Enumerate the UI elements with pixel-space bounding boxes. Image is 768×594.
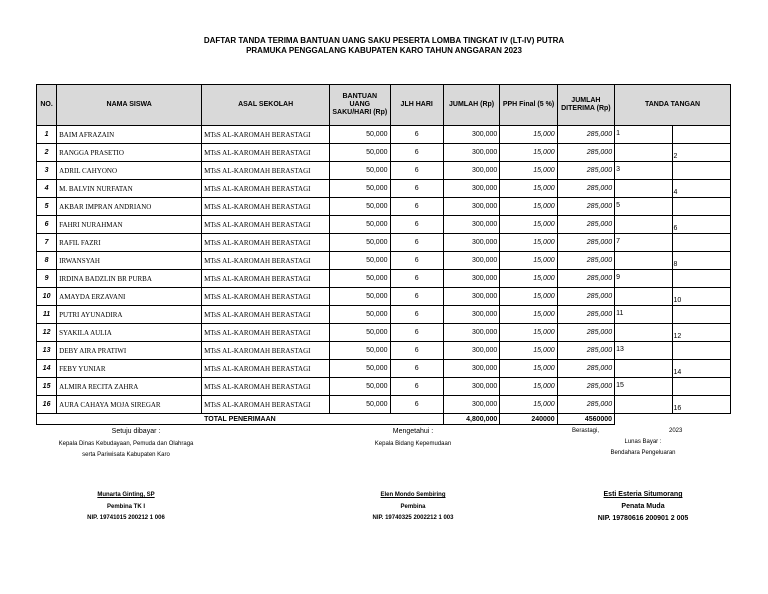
signature-cell-right bbox=[672, 198, 731, 216]
tax-amount: 15,000 bbox=[500, 144, 557, 162]
signature-cell-left bbox=[615, 198, 672, 216]
daily-allowance: 50,000 bbox=[330, 270, 390, 288]
row-number: 3 bbox=[37, 162, 57, 180]
tax-amount: 15,000 bbox=[500, 270, 557, 288]
row-number: 14 bbox=[37, 360, 57, 378]
table-header-row bbox=[37, 85, 731, 126]
amount: 300,000 bbox=[443, 270, 499, 288]
signature-number: 3 bbox=[616, 166, 620, 173]
amount: 300,000 bbox=[443, 234, 499, 252]
header-tanda-tangan: TANDA TANGAN bbox=[615, 85, 731, 126]
tax-amount: 15,000 bbox=[500, 396, 557, 414]
year-label: 2023 bbox=[669, 428, 683, 434]
tax-amount: 15,000 bbox=[500, 180, 557, 198]
table-row bbox=[37, 216, 731, 234]
tax-amount: 15,000 bbox=[500, 216, 557, 234]
signature-number: 12 bbox=[673, 333, 682, 340]
signature-cell-left bbox=[615, 216, 672, 234]
student-name: AURA CAHAYA MOJA SIREGAR bbox=[57, 396, 202, 414]
signature-number: 5 bbox=[616, 202, 620, 209]
signature-cell-right bbox=[672, 324, 731, 342]
school-name: MTsS AL-KAROMAH BERASTAGI bbox=[202, 180, 330, 198]
student-name: PUTRI AYUNADIRA bbox=[57, 306, 202, 324]
total-diterima: 4560000 bbox=[557, 414, 614, 425]
student-name: ADRIL CAHYONO bbox=[57, 162, 202, 180]
table-row bbox=[37, 144, 731, 162]
student-name: IRDINA BADZLIN BR PURBA bbox=[57, 270, 202, 288]
signature-cell-right bbox=[672, 270, 731, 288]
signature-cell-left bbox=[615, 342, 672, 360]
day-count: 6 bbox=[390, 306, 443, 324]
tax-amount: 15,000 bbox=[500, 360, 557, 378]
signature-cell-left bbox=[615, 234, 672, 252]
table-row bbox=[37, 198, 731, 216]
table-row bbox=[37, 288, 731, 306]
tax-amount: 15,000 bbox=[500, 162, 557, 180]
header-jumlah: JUMLAH (Rp) bbox=[443, 85, 499, 126]
table-row bbox=[37, 180, 731, 198]
school-name: MTsS AL-KAROMAH BERASTAGI bbox=[202, 306, 330, 324]
acknowledge-heading: Mengetahui : bbox=[392, 428, 434, 435]
daily-allowance: 50,000 bbox=[330, 180, 390, 198]
treasurer-rank: Penata Muda bbox=[621, 503, 665, 510]
total-empty bbox=[672, 414, 731, 425]
daily-allowance: 50,000 bbox=[330, 126, 390, 144]
student-name: BAIM AFRAZAIN bbox=[57, 126, 202, 144]
day-count: 6 bbox=[390, 252, 443, 270]
header-jlh-hari: JLH HARI bbox=[390, 85, 443, 126]
day-count: 6 bbox=[390, 324, 443, 342]
received-amount: 285,000 bbox=[557, 324, 614, 342]
school-name: MTsS AL-KAROMAH BERASTAGI bbox=[202, 270, 330, 288]
table-row bbox=[37, 270, 731, 288]
table-row bbox=[37, 234, 731, 252]
amount: 300,000 bbox=[443, 126, 499, 144]
tax-amount: 15,000 bbox=[500, 324, 557, 342]
signature-cell-right bbox=[672, 306, 731, 324]
row-number: 2 bbox=[37, 144, 57, 162]
row-number: 12 bbox=[37, 324, 57, 342]
school-name: MTsS AL-KAROMAH BERASTAGI bbox=[202, 378, 330, 396]
amount: 300,000 bbox=[443, 288, 499, 306]
received-amount: 285,000 bbox=[557, 216, 614, 234]
row-number: 7 bbox=[37, 234, 57, 252]
receipt-table bbox=[36, 84, 731, 425]
day-count: 6 bbox=[390, 198, 443, 216]
signature-cell-left bbox=[615, 180, 672, 198]
daily-allowance: 50,000 bbox=[330, 288, 390, 306]
place-label: Berastagi, bbox=[572, 428, 600, 434]
amount: 300,000 bbox=[443, 252, 499, 270]
daily-allowance: 50,000 bbox=[330, 306, 390, 324]
signature-number: 1 bbox=[616, 130, 620, 137]
tax-amount: 15,000 bbox=[500, 252, 557, 270]
received-amount: 285,000 bbox=[557, 126, 614, 144]
received-amount: 285,000 bbox=[557, 396, 614, 414]
day-count: 6 bbox=[390, 126, 443, 144]
school-name: MTsS AL-KAROMAH BERASTAGI bbox=[202, 234, 330, 252]
student-name: DEBY AIRA PRATIWI bbox=[57, 342, 202, 360]
paid-label: Lunas Bayar : bbox=[624, 439, 662, 445]
signature-cell-left bbox=[615, 324, 672, 342]
signature-number: 9 bbox=[616, 274, 620, 281]
signature-cell-right bbox=[672, 252, 731, 270]
student-name: SYAKILA AULIA bbox=[57, 324, 202, 342]
signature-number: 7 bbox=[616, 238, 620, 245]
table-row bbox=[37, 396, 731, 414]
acknowledge-signer-name: Elen Mondo Sembiring bbox=[380, 492, 446, 498]
total-pph: 240000 bbox=[500, 414, 557, 425]
daily-allowance: 50,000 bbox=[330, 360, 390, 378]
signature-cell-right bbox=[672, 180, 731, 198]
table-row bbox=[37, 252, 731, 270]
tax-amount: 15,000 bbox=[500, 378, 557, 396]
signature-cell-right bbox=[672, 162, 731, 180]
row-number: 4 bbox=[37, 180, 57, 198]
day-count: 6 bbox=[390, 378, 443, 396]
student-name: AMAYDA ERZAVANI bbox=[57, 288, 202, 306]
received-amount: 285,000 bbox=[557, 162, 614, 180]
amount: 300,000 bbox=[443, 324, 499, 342]
tax-amount: 15,000 bbox=[500, 306, 557, 324]
signature-cell-right bbox=[672, 216, 731, 234]
tax-amount: 15,000 bbox=[500, 288, 557, 306]
row-number: 11 bbox=[37, 306, 57, 324]
signature-cell-right bbox=[672, 360, 731, 378]
tax-amount: 15,000 bbox=[500, 198, 557, 216]
daily-allowance: 50,000 bbox=[330, 378, 390, 396]
student-name: FEBY YUNIAR bbox=[57, 360, 202, 378]
signature-cell-left bbox=[615, 252, 672, 270]
amount: 300,000 bbox=[443, 342, 499, 360]
signature-cell-left bbox=[615, 126, 672, 144]
signature-cell-left bbox=[615, 378, 672, 396]
day-count: 6 bbox=[390, 396, 443, 414]
student-name: RANGGA PRASETIO bbox=[57, 144, 202, 162]
acknowledge-signer-rank: Pembina bbox=[400, 504, 426, 510]
signature-cell-right bbox=[672, 396, 731, 414]
table-row bbox=[37, 306, 731, 324]
signature-cell-left bbox=[615, 270, 672, 288]
student-name: ALMIRA RECITA ZAHRA bbox=[57, 378, 202, 396]
school-name: MTsS AL-KAROMAH BERASTAGI bbox=[202, 162, 330, 180]
signature-cell-right bbox=[672, 126, 731, 144]
signature-cell-left bbox=[615, 360, 672, 378]
amount: 300,000 bbox=[443, 306, 499, 324]
daily-allowance: 50,000 bbox=[330, 342, 390, 360]
signature-cell-right bbox=[672, 342, 731, 360]
document-title-line-1: DAFTAR TANDA TERIMA BANTUAN UANG SAKU PESERTA LOMBA TINGKAT IV (LT-IV) PUTRA bbox=[203, 36, 565, 45]
row-number: 16 bbox=[37, 396, 57, 414]
tax-amount: 15,000 bbox=[500, 126, 557, 144]
received-amount: 285,000 bbox=[557, 198, 614, 216]
signature-cell-right bbox=[672, 288, 731, 306]
header-pph: PPH Final (5 %) bbox=[500, 85, 557, 126]
row-number: 5 bbox=[37, 198, 57, 216]
daily-allowance: 50,000 bbox=[330, 162, 390, 180]
approval-signer-nip: NIP. 19741015 200212 1 006 bbox=[87, 515, 165, 521]
amount: 300,000 bbox=[443, 198, 499, 216]
amount: 300,000 bbox=[443, 396, 499, 414]
total-row bbox=[37, 414, 731, 425]
signature-cell-right bbox=[672, 234, 731, 252]
table-row bbox=[37, 126, 731, 144]
approval-office-line-2: serta Pariwisata Kabupaten Karo bbox=[82, 452, 170, 458]
table-row bbox=[37, 324, 731, 342]
total-label: TOTAL PENERIMAAN bbox=[37, 414, 444, 425]
approval-signer-name: Munarta Ginting, SP bbox=[97, 492, 155, 498]
row-number: 10 bbox=[37, 288, 57, 306]
row-number: 9 bbox=[37, 270, 57, 288]
student-name: IRWANSYAH bbox=[57, 252, 202, 270]
day-count: 6 bbox=[390, 288, 443, 306]
table-row bbox=[37, 162, 731, 180]
signature-number: 16 bbox=[673, 405, 682, 412]
row-number: 8 bbox=[37, 252, 57, 270]
received-amount: 285,000 bbox=[557, 180, 614, 198]
signature-number: 4 bbox=[673, 189, 678, 196]
received-amount: 285,000 bbox=[557, 234, 614, 252]
daily-allowance: 50,000 bbox=[330, 234, 390, 252]
student-name: AKBAR IMPRAN ANDRIANO bbox=[57, 198, 202, 216]
signature-number: 10 bbox=[673, 297, 682, 304]
signature-number: 8 bbox=[673, 261, 678, 268]
header-nama-siswa: NAMA SISWA bbox=[57, 85, 202, 126]
daily-allowance: 50,000 bbox=[330, 144, 390, 162]
received-amount: 285,000 bbox=[557, 360, 614, 378]
daily-allowance: 50,000 bbox=[330, 252, 390, 270]
daily-allowance: 50,000 bbox=[330, 396, 390, 414]
school-name: MTsS AL-KAROMAH BERASTAGI bbox=[202, 198, 330, 216]
treasurer-nip: NIP. 19780616 200901 2 005 bbox=[597, 515, 689, 522]
signature-cell-left bbox=[615, 288, 672, 306]
signature-cell-right bbox=[672, 144, 731, 162]
tax-amount: 15,000 bbox=[500, 234, 557, 252]
daily-allowance: 50,000 bbox=[330, 216, 390, 234]
treasurer-title: Bendahara Pengeluaran bbox=[610, 450, 676, 456]
received-amount: 285,000 bbox=[557, 144, 614, 162]
school-name: MTsS AL-KAROMAH BERASTAGI bbox=[202, 126, 330, 144]
day-count: 6 bbox=[390, 360, 443, 378]
signature-number: 15 bbox=[616, 382, 624, 389]
day-count: 6 bbox=[390, 216, 443, 234]
daily-allowance: 50,000 bbox=[330, 324, 390, 342]
amount: 300,000 bbox=[443, 378, 499, 396]
school-name: MTsS AL-KAROMAH BERASTAGI bbox=[202, 252, 330, 270]
student-name: M. BALVIN NURFATAN bbox=[57, 180, 202, 198]
received-amount: 285,000 bbox=[557, 252, 614, 270]
signature-cell-left bbox=[615, 144, 672, 162]
document-title-line-2: PRAMUKA PENGGALANG KABUPATEN KARO TAHUN ANGGARAN 2023 bbox=[246, 46, 522, 55]
amount: 300,000 bbox=[443, 144, 499, 162]
school-name: MTsS AL-KAROMAH BERASTAGI bbox=[202, 360, 330, 378]
approval-signer-rank: Pembina TK I bbox=[106, 504, 146, 510]
total-jumlah: 4,800,000 bbox=[443, 414, 499, 425]
signature-number: 6 bbox=[673, 225, 678, 232]
treasurer-name: Esti Esteria Situmorang bbox=[603, 491, 683, 498]
day-count: 6 bbox=[390, 234, 443, 252]
day-count: 6 bbox=[390, 342, 443, 360]
amount: 300,000 bbox=[443, 216, 499, 234]
day-count: 6 bbox=[390, 180, 443, 198]
student-name: RAFIL FAZRI bbox=[57, 234, 202, 252]
row-number: 6 bbox=[37, 216, 57, 234]
signature-cell-left bbox=[615, 162, 672, 180]
school-name: MTsS AL-KAROMAH BERASTAGI bbox=[202, 144, 330, 162]
amount: 300,000 bbox=[443, 360, 499, 378]
acknowledge-signer-nip: NIP. 19740325 2002212 1 003 bbox=[372, 515, 454, 521]
amount: 300,000 bbox=[443, 162, 499, 180]
tax-amount: 15,000 bbox=[500, 342, 557, 360]
received-amount: 285,000 bbox=[557, 306, 614, 324]
approval-office-line-1: Kepala Dinas Kebudayaan, Pemuda dan Olahraga bbox=[58, 441, 194, 447]
table-row bbox=[37, 360, 731, 378]
signature-number: 13 bbox=[616, 346, 624, 353]
school-name: MTsS AL-KAROMAH BERASTAGI bbox=[202, 324, 330, 342]
student-name: FAHRI NURAHMAN bbox=[57, 216, 202, 234]
total-empty bbox=[615, 414, 672, 425]
signature-cell-right bbox=[672, 378, 731, 396]
row-number: 15 bbox=[37, 378, 57, 396]
header-no: NO. bbox=[37, 85, 57, 126]
header-bantuan: BANTUAN UANG SAKU/HARI (Rp) bbox=[330, 85, 390, 126]
header-asal-sekolah: ASAL SEKOLAH bbox=[202, 85, 330, 126]
table-row bbox=[37, 378, 731, 396]
row-number: 1 bbox=[37, 126, 57, 144]
received-amount: 285,000 bbox=[557, 378, 614, 396]
signature-number: 14 bbox=[673, 369, 682, 376]
school-name: MTsS AL-KAROMAH BERASTAGI bbox=[202, 342, 330, 360]
signature-number: 11 bbox=[616, 310, 624, 317]
received-amount: 285,000 bbox=[557, 270, 614, 288]
amount: 300,000 bbox=[443, 180, 499, 198]
received-amount: 285,000 bbox=[557, 342, 614, 360]
daily-allowance: 50,000 bbox=[330, 198, 390, 216]
row-number: 13 bbox=[37, 342, 57, 360]
acknowledge-office: Kepala Bidang Kepemudaan bbox=[374, 441, 452, 447]
signature-cell-left bbox=[615, 396, 672, 414]
received-amount: 285,000 bbox=[557, 288, 614, 306]
school-name: MTsS AL-KAROMAH BERASTAGI bbox=[202, 288, 330, 306]
approval-heading: Setuju dibayar : bbox=[111, 428, 161, 435]
day-count: 6 bbox=[390, 270, 443, 288]
day-count: 6 bbox=[390, 144, 443, 162]
signature-number: 2 bbox=[673, 153, 678, 160]
day-count: 6 bbox=[390, 162, 443, 180]
header-jumlah-diterima: JUMLAH DITERIMA (Rp) bbox=[557, 85, 614, 126]
school-name: MTsS AL-KAROMAH BERASTAGI bbox=[202, 396, 330, 414]
school-name: MTsS AL-KAROMAH BERASTAGI bbox=[202, 216, 330, 234]
signature-cell-left bbox=[615, 306, 672, 324]
table-row bbox=[37, 342, 731, 360]
